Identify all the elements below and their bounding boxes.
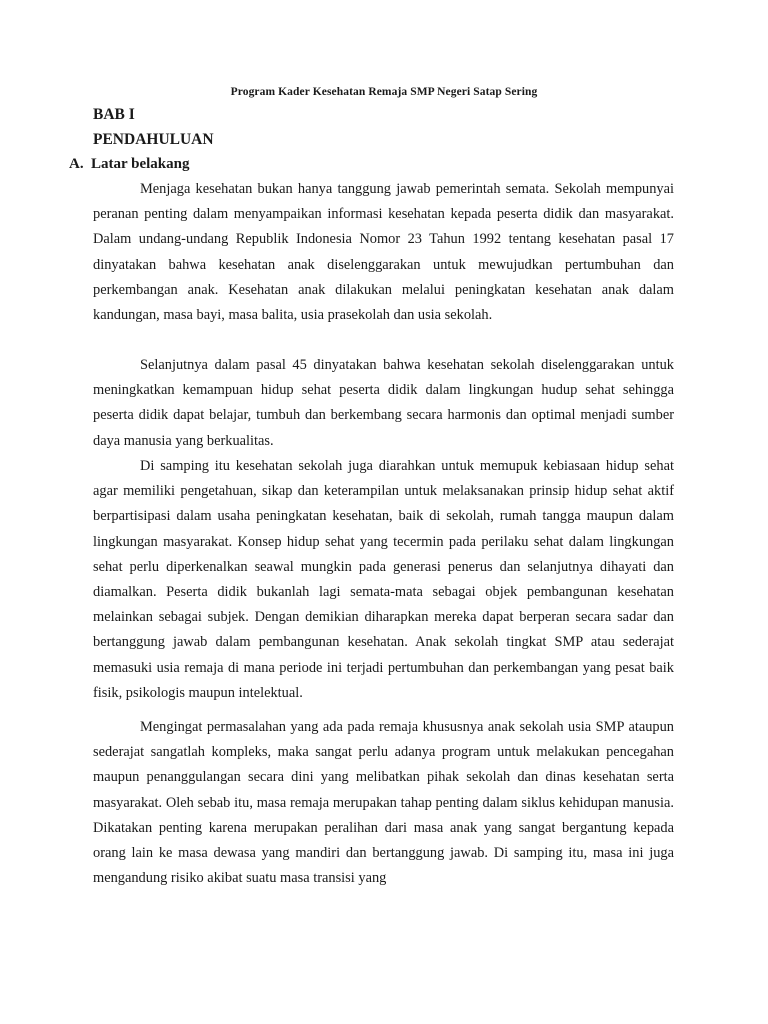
section-title: Latar belakang: [91, 156, 190, 172]
section-heading: [69, 156, 190, 173]
body-paragraph: Mengingat permasalahan yang ada pada remaja khususnya anak sekolah usia SMP ataupun sederajat sangatlah kompleks, maka sangat perlu adanya program untuk melakukan pencegahan maupun penanggulangan secara dini yang melibatkan pihak sekolah dan dinas kesehatan serta masyarakat. Oleh sebab itu, masa remaja merupakan tahap penting dalam siklus kehidupan manusia. Dikatakan penting karena merupakan peralihan dari masa anak yang sangat bergantung kepada orang lain ke masa dewasa yang mandiri dan bertanggung jawab. Di samping itu, masa ini juga mengandung risiko akibat suatu masa transisi yang: [93, 719, 674, 887]
body-paragraph: Menjaga kesehatan bukan hanya tanggung jawab pemerintah semata. Sekolah mempunyai peranan penting dalam menyampaikan informasi kesehatan kepada peserta didik dan masyarakat. Dalam undang-undang Republik Indonesia Nomor 23 Tahun 1992 tentang kesehatan pasal 17 dinyatakan bahwa kesehatan anak diselenggarakan untuk mewujudkan pertumbuhan dan perkembangan anak. Kesehatan anak dilakukan melalui peningkatan kesehatan anak dalam kandungan, masa bayi, masa balita, usia prasekolah dan usia sekolah.: [93, 181, 674, 324]
body-paragraph: Selanjutnya dalam pasal 45 dinyatakan bahwa kesehatan sekolah diselenggarakan untuk meningkatkan kemampuan hidup sehat peserta didik dalam lingkungan hudup sehat sehingga peserta didik dapat belajar, tumbuh dan berkembang secara harmonis dan optimal menjadi sumber daya manusia yang berkualitas.: [93, 357, 674, 449]
running-header: Program Kader Kesehatan Remaja SMP Negeri Satap Sering: [230, 86, 538, 98]
chapter-title: PENDAHULUAN: [93, 131, 214, 148]
chapter-number: BAB I: [93, 106, 135, 123]
body-paragraph: Di samping itu kesehatan sekolah juga diarahkan untuk memupuk kebiasaan hidup sehat agar memiliki pengetahuan, sikap dan keterampilan untuk melaksanakan prinsip hidup sehat aktif berpartisipasi dalam usaha peningkatan kesehatan, baik di sekolah, rumah tangga maupun dalam lingkungan masyarakat. Konsep hidup sehat yang tecermin pada perilaku sehat dalam lingkungan sehat perlu diperkenalkan seawal mungkin pada generasi penerus dan selanjutnya dihayati dan diamalkan. Peserta didik bukanlah lagi semata-mata sebagai objek pembangunan kesehatan melainkan sebagai subjek. Dengan demikian diharapkan mereka dapat berperan secara sadar dan bertanggung jawab dalam pembangunan kesehatan. Anak sekolah tingkat SMP atau sederajat memasuki usia remaja di mana periode ini terjadi pertumbuhan dan perkembangan yang pesat baik fisik, psikologis maupun intelektual.: [93, 458, 674, 701]
section-marker: A.: [69, 156, 84, 172]
